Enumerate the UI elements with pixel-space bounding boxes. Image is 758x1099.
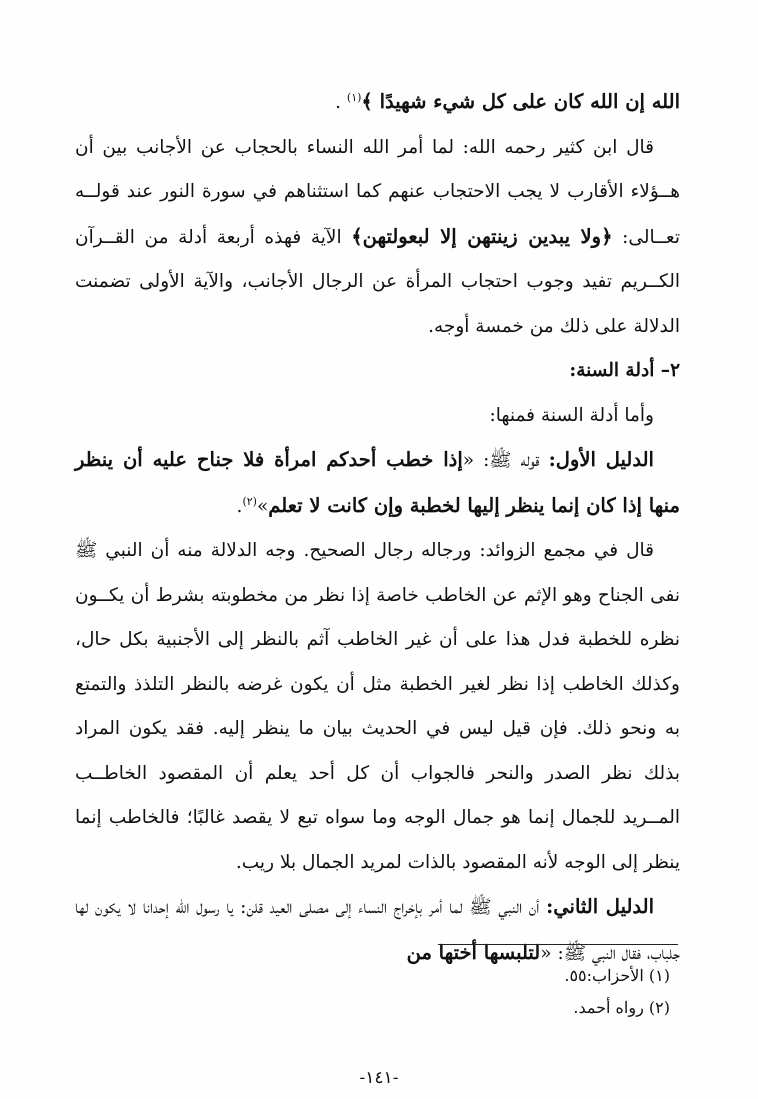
- evidence-one-lead: قوله ﷺ: «: [462, 450, 549, 471]
- main-text: [75, 80, 680, 976]
- section-heading-sunnah: ٢– أدلة السنة:: [569, 360, 680, 381]
- sunnah-intro: وأما أدلة السنة فمنها:: [489, 404, 654, 426]
- paragraph-ibn-kathir: [75, 126, 680, 350]
- evidence-one-hadith: إذا خطب أحدكم امرأة فلا جناح عليه أن ينظر منها إذا كان إنما ينظر إليها لخطبة وإن كانت لا تعلم: [75, 448, 680, 517]
- footnotes: [75, 960, 680, 1024]
- quran-quote: ﴿ولا يبدين زينتهن إلا لبعولتهن﴾: [351, 224, 613, 248]
- footnote-1: (١) الأحزاب:٥٥.: [564, 966, 670, 985]
- paragraph-majma: قال في مجمع الزوائد: ورجاله رجال الصحيح. وجه الدلالة منه أن النبي ﷺ نفى الجناح وهو الإثم عن الخاطب خاصة إذا نظر من مخطوبته بشرط أن يكــون نظره للخطبة فدل هذا على أن غير الخاطب آثم بالنظر إلى الأجنبية بكل حال، وكذلك الخاطب إذا نظر لغير الخطبة مثل أن يكون غرضه بالنظر التلذذ والتمتع به ونحو ذلك. فإن قيل ليس في الحديث بيان ما ينظر إليه. فقد يكون المراد بذلك نظر الصدر والنحر فالجواب أن كل أحد يعلم أن المقصود الخاطــب المــريد للجمال إنما هو جمال الوجه وما سواه تبع لا يقصد غالبًا؛ فالخاطب إنما ينظر إلى الوجه لأنه المقصود بالذات لمريد الجمال بلا ريب.: [75, 540, 680, 873]
- paragraph-ibn-kathir-text-2: الآية فهذه أربعة أدلة من القــرآن الكــريم تفيد وجوب احتجاب المرأة عن الرجال الأجانب، والآية الأولى تضمنت الدلالة على ذلك من خمسة أوجه.: [75, 226, 680, 337]
- verse-text: الله إن الله كان على كل شيء شهيدًا ﴾: [361, 90, 680, 113]
- verse-line: [75, 80, 680, 126]
- evidence-two-hadith: لتلبسها أختها من: [406, 940, 541, 964]
- evidence-two-text: أن النبي ﷺ لما أمر بإخراج النساء إلى مصلى العيد قلن: يا رسول الله إحدانا لا يكون لها جلباب، فقال النبي ﷺ: «: [75, 897, 680, 964]
- footnote-2: (٢) رواه أحمد.: [573, 998, 670, 1017]
- evidence-one: [75, 438, 680, 529]
- page-number: -١٤١-: [359, 1068, 399, 1088]
- footnote-divider: [438, 944, 678, 945]
- footnote-ref-1: (١): [346, 90, 362, 104]
- evidence-one-end: .: [236, 495, 243, 517]
- evidence-two-label: الدليل الثاني:: [546, 895, 654, 918]
- footnote-ref-2: (٢): [242, 494, 257, 508]
- evidence-one-label: الدليل الأول:: [548, 448, 654, 471]
- evidence-one-close: »: [256, 495, 269, 517]
- paragraph-ibn-kathir-text-1: قال ابن كثير رحمه الله: لما أمر الله النساء بالحجاب عن الأجانب بين أن هــؤلاء الأقارب لا يجب الاحتجاب عنهم كما استثناهم في سورة النور عند قولــه تعــالى:: [75, 136, 681, 248]
- verse-end: .: [335, 92, 347, 113]
